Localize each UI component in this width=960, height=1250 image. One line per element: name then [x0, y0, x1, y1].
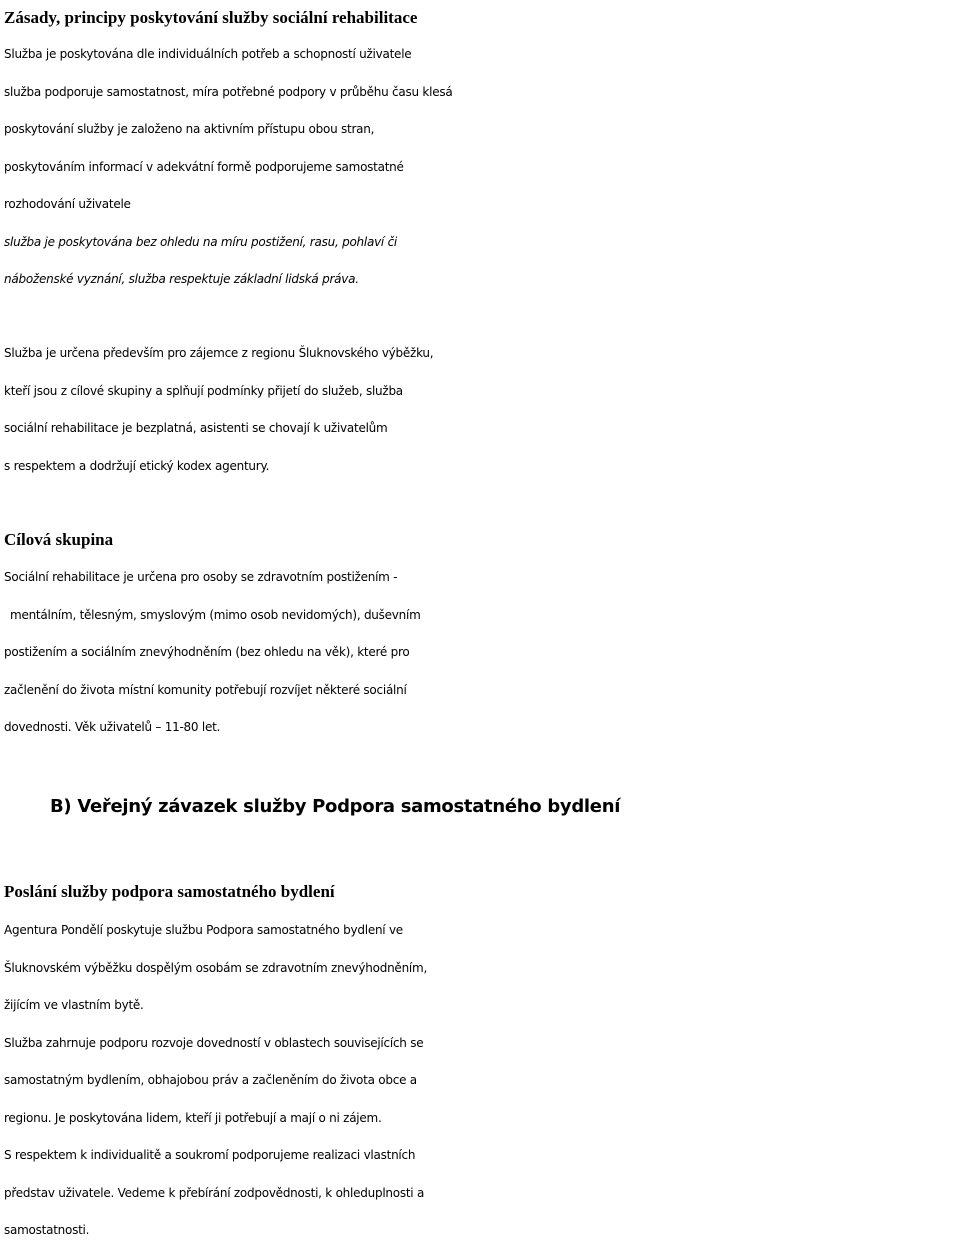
- target-group-line: mentálním, tělesným, smyslovým (mimo osob nevidomých), duševním: [10, 607, 421, 622]
- target-region-paragraph: [0, 335, 960, 485]
- principles-line: služba podporuje samostatnost, míra potřebné podpory v průběhu času klesá: [4, 84, 453, 99]
- mission-line: S respektem k individualitě a soukromí podporujeme realizaci vlastních: [4, 1148, 416, 1162]
- target-group-line: začlenění do života místní komunity potřebují rozvíjet některé sociální: [4, 682, 407, 697]
- mission-section: [0, 872, 960, 1250]
- mission-line: regionu. Je poskytována lidem, kteří ji potřebují a mají o ni zájem.: [4, 1110, 382, 1125]
- mission-line: Agentura Pondělí poskytuje službu Podpora samostatného bydlení ve: [4, 923, 403, 937]
- principles-line: rozhodování uživatele: [4, 197, 131, 211]
- principles-section: [0, 0, 960, 299]
- target-group-heading: Cílová skupina: [4, 530, 114, 549]
- target-group-line: dovednosti. Věk uživatelů – 11-80 let.: [4, 720, 221, 734]
- section-b-title: B) Veřejný závazek služby Podpora samostatného bydlení: [50, 796, 621, 817]
- paragraph-line: kteří jsou z cílové skupiny a splňují podmínky přijetí do služeb, služba: [4, 383, 403, 398]
- principles-line: poskytováním informací v adekvátní formě podporujeme samostatné: [4, 159, 404, 174]
- target-group-line: Sociální rehabilitace je určena pro osoby se zdravotním postižením -: [4, 570, 398, 584]
- section-b: [0, 785, 960, 829]
- mission-line: samostatným bydlením, obhajobou práv a začleněním do života obce a: [4, 1073, 417, 1087]
- principles-line: poskytování služby je založeno na aktivním přístupu obou stran,: [4, 122, 375, 136]
- target-group-section: [0, 521, 960, 747]
- principles-heading: Zásady, principy poskytování služby sociální rehabilitace: [4, 8, 418, 27]
- principles-line: služba je poskytována bez ohledu na míru postižení, rasu, pohlaví či: [4, 234, 398, 249]
- principles-line: Služba je poskytována dle individuálních potřeb a schopností uživatele: [4, 47, 412, 61]
- paragraph-line: Služba je určena především pro zájemce z regionu Šluknovského výběžku,: [4, 346, 434, 360]
- paragraph-line: s respektem a dodržují etický kodex agentury.: [4, 458, 270, 473]
- mission-line: představ uživatele. Vedeme k přebírání zodpovědnosti, k ohleduplnosti a: [4, 1185, 425, 1200]
- principles-line: náboženské vyznání, služba respektuje základní lidská práva.: [4, 272, 359, 286]
- paragraph-line: sociální rehabilitace je bezplatná, asistenti se chovají k uživatelům: [4, 421, 388, 435]
- target-group-line: postižením a sociálním znevýhodněním (bez ohledu na věk), které pro: [4, 645, 410, 659]
- mission-line: Šluknovském výběžku dospělým osobám se zdravotním znevýhodněním,: [4, 960, 428, 975]
- mission-line: samostatnosti.: [4, 1223, 90, 1237]
- mission-line: Služba zahrnuje podporu rozvoje dovedností v oblastech souvisejících se: [4, 1035, 424, 1050]
- mission-heading: Poslání služby podpora samostatného bydlení: [4, 882, 335, 901]
- mission-line: žijícím ve vlastním bytě.: [4, 998, 144, 1012]
